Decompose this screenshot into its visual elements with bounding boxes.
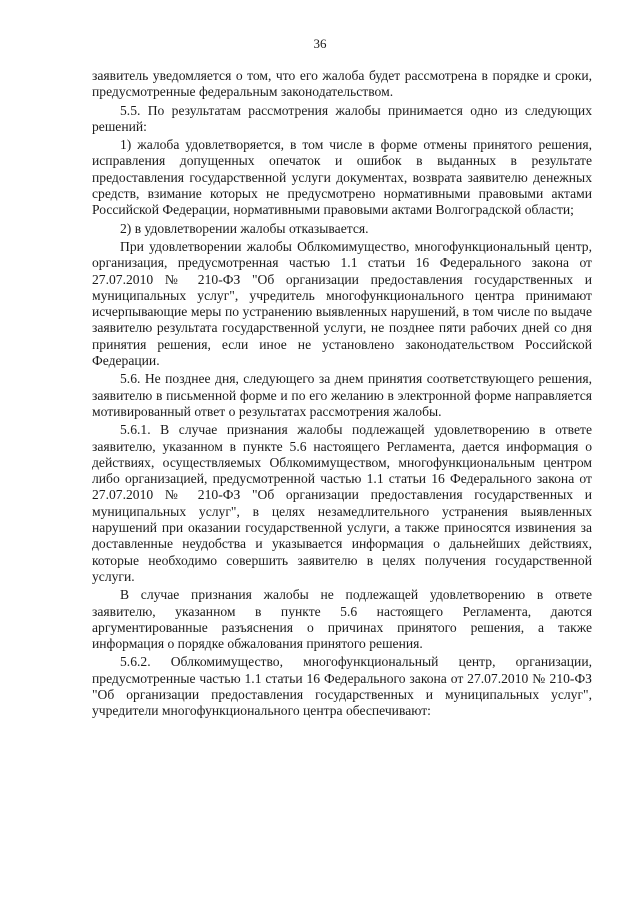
paragraph-5-5: 5.5. По результатам рассмотрения жалобы принимается одно из следующих решений: [92, 102, 592, 134]
paragraph-rejection: В случае признания жалобы не подлежащей удовлетворению в ответе заявителю, указанном в пункте 5.6 настоящего Регламента, даются аргументированные разъяснения о причинах принятого решения, а также информация о порядке обжалования принятого решения. [92, 587, 592, 652]
document-body [92, 68, 592, 720]
paragraph-5-6-1: 5.6.1. В случае признания жалобы подлежащей удовлетворению в ответе заявителю, указанном в пункте 5.6 настоящего Регламента, дается информация о действиях, осуществляемых Облкомимуществом, многофункциональным центром либо организацией, предусмотренной частью 1.1 статьи 16 Федерального закона от 27.07.2010 № 210-ФЗ "Об организации предоставления государственных и муниципальных услуг", в целях незамедлительного устранения выявленных нарушений при оказании государственной услуги, а также приносятся извинения за доставленные неудобства и указывается информация о дальнейших действиях, которые необходимо совершить заявителю в целях получения государственной услуги. [92, 422, 592, 584]
paragraph-satisfaction: При удовлетворении жалобы Облкомимущество, многофункциональный центр, организация, предусмотренная частью 1.1 статьи 16 Федерального закона от 27.07.2010 № 210-ФЗ "Об организации предоставления государственных и муниципальных услуг", учредитель многофункционального центра принимают исчерпывающие меры по устранению выявленных нарушений, в том числе по выдаче заявителю результата государственной услуги, не позднее пяти рабочих дней со дня принятия решения, если иное не установлено законодательством Российской Федерации. [92, 238, 592, 369]
paragraph-5-6-2: 5.6.2. Облкомимущество, многофункциональный центр, организации, предусмотренные частью 1.1 статьи 16 Федерального закона от 27.07.2010 № 210-ФЗ "Об организации предоставления государственных и муниципальных услуг", учредители многофункционального центра обеспечивают: [92, 654, 592, 719]
list-item-decision-1: 1) жалоба удовлетворяется, в том числе в форме отмены принятого решения, исправления допущенных опечаток и ошибок в выданных в результате предоставления государственной услуги документах, возврата заявителю денежных средств, взимание которых не предусмотрено нормативными правовыми актами Российской Федерации, нормативными правовыми актами Волгоградской области; [92, 137, 592, 218]
paragraph-5-6: 5.6. Не позднее дня, следующего за днем принятия соответствующего решения, заявителю в письменной форме и по его желанию в электронной форме направляется мотивированный ответ о результатах рассмотрения жалобы. [92, 371, 592, 419]
page-number: 36 [313, 36, 327, 51]
paragraph-continuation: заявитель уведомляется о том, что его жалоба будет рассмотрена в порядке и сроки, предусмотренные федеральным законодательством. [92, 68, 592, 100]
list-item-decision-2: 2) в удовлетворении жалобы отказывается. [120, 220, 369, 236]
